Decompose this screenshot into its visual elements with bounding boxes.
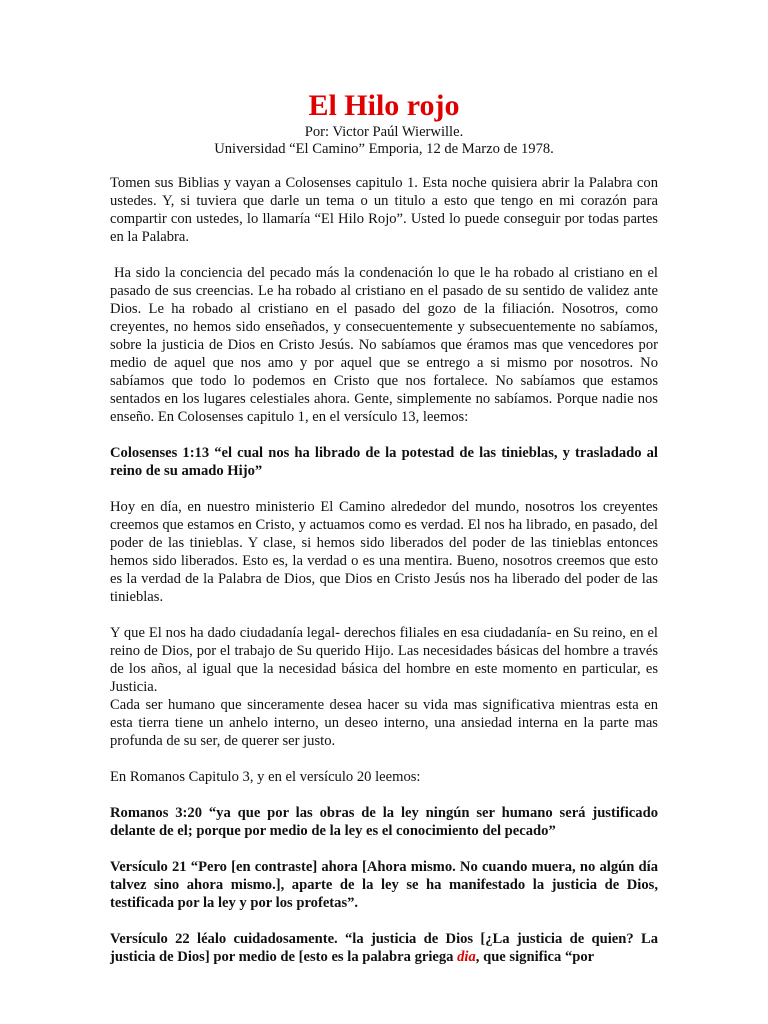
paragraph-hoy: Hoy en día, en nuestro ministerio El Camino alrededor del mundo, nosotros los creyentes creemos que estamos en Cristo, y actuamos como es verdad. El nos ha librado, en pasado, del poder de las tinieblas. Y clase, si hemos sido liberados del poder de las tinieblas entonces hemos sido liberados. Esto es, la verdad o es una mentira. Bueno, nosotros creemos que esto es la verdad de la Palabra de Dios, que Dios en Cristo Jesús nos ha liberado del poder de las tinieblas. [110,499,658,605]
versiculo-22-text-start: Versículo 22 léalo cuidadosamente. “la justicia de Dios [¿La justicia de quien? La justicia de Dios] por medio de [esto es la palabra griega [110,931,658,965]
event-line: Universidad “El Camino” Emporia, 12 de Marzo de 1978. [214,141,554,157]
versiculo-22-text-end: , que significa “por [475,949,595,965]
paragraph-ser-humano: Cada ser humano que sinceramente desea hacer su vida mas significativa mientras esta en esta tierra tiene un anhelo interno, un deseo interno, una ansiedad interna en la parte mas profunda de su ser, de querer ser justo. [110,697,658,749]
quote-colosenses: Colosenses 1:13 “el cual nos ha librado de la potestad de las tinieblas, y trasladado al reino de su amado Hijo” [110,445,658,479]
document-body [110,174,658,984]
greek-word-dia: dia [457,949,476,965]
quote-versiculo-21: Versículo 21 “Pero [en contraste] ahora [Ahora mismo. No cuando muera, no algún día talvez sino ahora mismo.], aparte de la ley se ha manifestado la justicia de Dios, testificada por la ley y por los profetas”. [110,859,658,911]
paragraph-romanos-intro: En Romanos Capitulo 3, y en el versículo 20 leemos: [110,769,421,785]
byline [0,124,768,158]
quote-romanos-20: Romanos 3:20 “ya que por las obras de la ley ningún ser humano será justificado delante de el; porque por medio de la ley es el conocimiento del pecado” [110,805,658,839]
document-title: El Hilo rojo [308,89,460,122]
paragraph-intro: Tomen sus Biblias y vayan a Colosenses capitulo 1. Esta noche quisiera abrir la Palabra con ustedes. Y, si tuviera que darle un tema o un titulo a esto que tengo en mi corazón para compartir con ustedes, lo llamaría “El Hilo Rojo”. Usted lo puede conseguir por todas partes en la Palabra. [110,175,658,245]
author-line: Por: Victor Paúl Wierwille. [304,124,464,140]
paragraph-conciencia: Ha sido la conciencia del pecado más la condenación lo que le ha robado al cristiano en el pasado de sus creencias. Le ha robado al cristiano en el pasado de su sentido de validez ante Dios. Le ha robado al cristiano en el pasado del gozo de la filiación. Nosotros, como creyentes, no hemos sido enseñados, y consecuentemente y subsecuentemente no sabíamos, sobre la justicia de Dios en Cristo Jesús. No sabíamos que éramos mas que vencedores por medio de aquel que nos amo y por aquel que se entrego a si mismo por nosotros. No sabíamos que todo lo podemos en Cristo que nos fortalece. No sabíamos que estamos sentados en los lugares celestiales ahora. Gente, simplemente no sabíamos. Porque nadie nos enseño. En Colosenses capitulo 1, en el versículo 13, leemos: [110,265,658,425]
quote-versiculo-22 [110,930,658,966]
paragraph-ciudadania: Y que El nos ha dado ciudadanía legal- derechos filiales en esa ciudadanía- en Su reino, en el reino de Dios, por el trabajo de Su querido Hijo. Las necesidades básicas del hombre a través de los años, al igual que la necesidad básica del hombre en este momento en particular, es Justicia. [110,625,658,695]
